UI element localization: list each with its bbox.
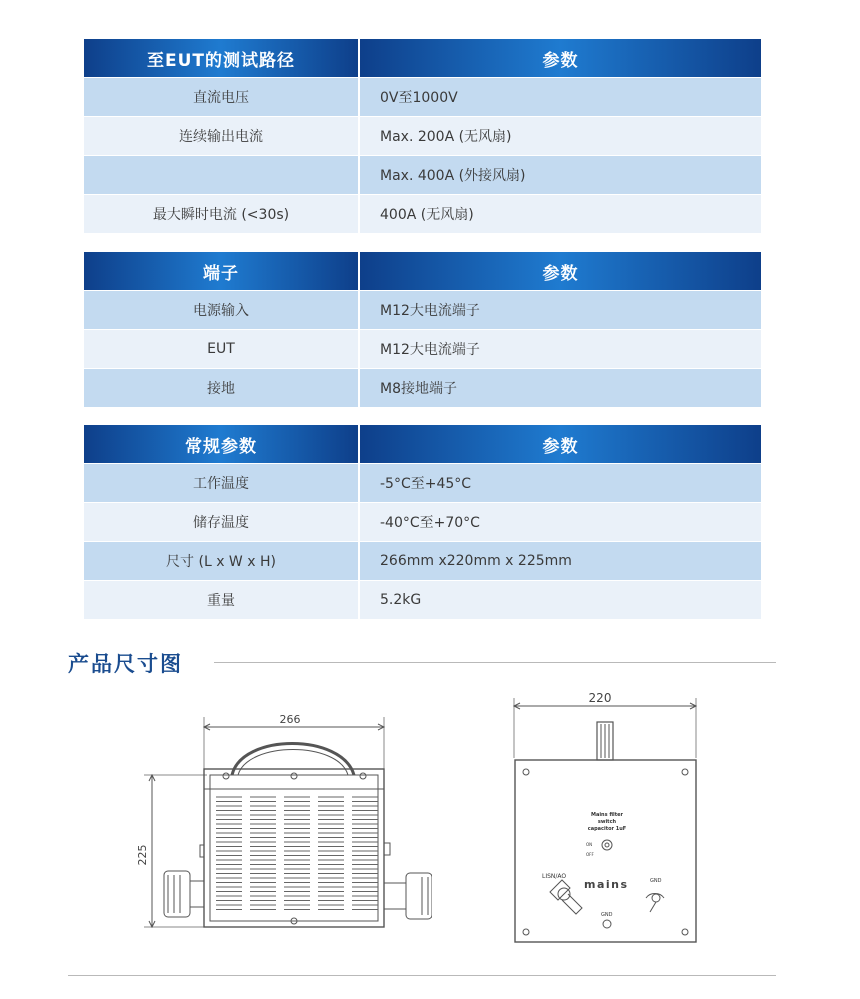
section-title: 产品尺寸图 — [68, 652, 183, 676]
table-row — [84, 542, 761, 580]
header-col-2: 参数 — [360, 252, 761, 290]
table-row — [84, 195, 761, 233]
row-value: 0V至1000V — [360, 78, 761, 116]
header-col-2: 参数 — [360, 425, 761, 463]
row-label — [84, 156, 358, 194]
header-col-1: 常规参数 — [84, 425, 358, 463]
label-off: OFF — [586, 852, 594, 857]
label-on: ON — [586, 842, 593, 847]
header-col-1: 端子 — [84, 252, 358, 290]
label-gnd-bottom: GND — [601, 912, 613, 918]
label-mains-filter: Mains filter — [590, 812, 624, 818]
row-label: 电源输入 — [84, 291, 358, 329]
row-label: 最大瞬时电流 (<30s) — [84, 195, 358, 233]
row-label: 储存温度 — [84, 503, 358, 541]
table-row — [84, 156, 761, 194]
front-view-drawing — [132, 705, 432, 975]
label-switch: switch — [597, 819, 617, 825]
row-value: -40°C至+70°C — [360, 503, 761, 541]
dim-width-top: 220 — [588, 691, 612, 705]
table-row — [84, 464, 761, 502]
spec-table-test-path — [84, 39, 761, 233]
row-label: 重量 — [84, 581, 358, 619]
table-row — [84, 330, 761, 368]
header-col-2: 参数 — [360, 39, 761, 77]
row-value: M12大电流端子 — [360, 330, 761, 368]
spec-table-terminals — [84, 252, 761, 407]
table-header — [84, 252, 761, 290]
row-value: -5°C至+45°C — [360, 464, 761, 502]
row-value: M12大电流端子 — [360, 291, 761, 329]
row-label: 连续输出电流 — [84, 117, 358, 155]
table-header — [84, 39, 761, 77]
spec-table-general — [84, 425, 761, 619]
row-label: 接地 — [84, 369, 358, 407]
row-label: 直流电压 — [84, 78, 358, 116]
table-row — [84, 117, 761, 155]
row-label: EUT — [84, 330, 358, 368]
title-divider — [214, 662, 776, 663]
row-value: 5.2kG — [360, 581, 761, 619]
row-value: M8接地端子 — [360, 369, 761, 407]
table-row — [84, 78, 761, 116]
label-capacitor: capacitor 1uF — [587, 826, 627, 832]
row-value: 400A (无风扇) — [360, 195, 761, 233]
dim-height-front: 225 — [136, 844, 149, 866]
label-mains: mains — [584, 878, 629, 891]
table-row — [84, 291, 761, 329]
dim-width-front: 266 — [279, 713, 301, 726]
row-value: 266mm x220mm x 225mm — [360, 542, 761, 580]
table-row — [84, 581, 761, 619]
label-lisn: LISN/AO — [542, 873, 567, 880]
bottom-divider — [68, 975, 776, 976]
header-col-1: 至EUT的测试路径 — [84, 39, 358, 77]
row-label: 工作温度 — [84, 464, 358, 502]
top-view-drawing — [510, 688, 710, 948]
table-header — [84, 425, 761, 463]
row-label: 尺寸 (L x W x H) — [84, 542, 358, 580]
label-gnd-right: GND — [650, 878, 662, 884]
table-row — [84, 369, 761, 407]
row-value: Max. 200A (无风扇) — [360, 117, 761, 155]
row-value: Max. 400A (外接风扇) — [360, 156, 761, 194]
table-row — [84, 503, 761, 541]
